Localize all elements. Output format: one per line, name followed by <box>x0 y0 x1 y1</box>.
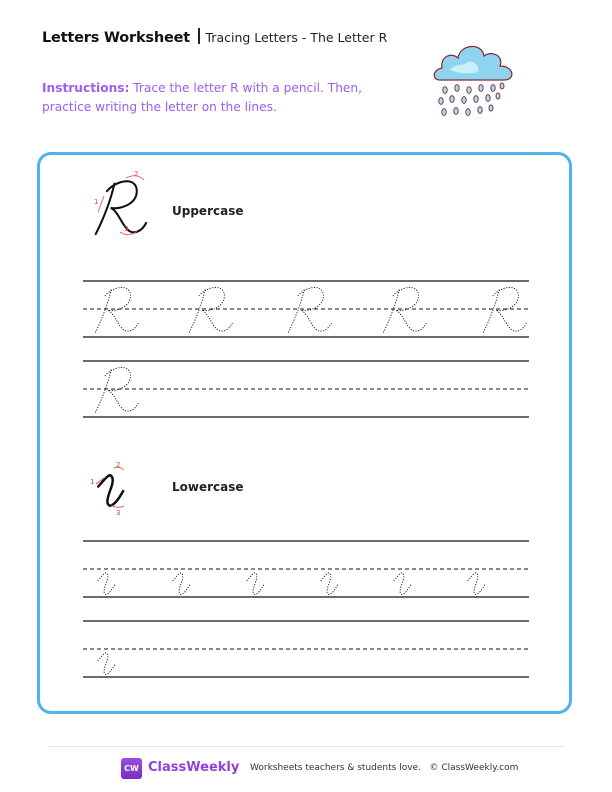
trace-uppercase-r[interactable] <box>483 287 526 332</box>
stroke-number-2: 2 <box>134 170 139 178</box>
worksheet-subtitle: Tracing Letters - The Letter R <box>205 30 388 45</box>
worksheet-title: Letters Worksheet <box>42 30 190 46</box>
trace-uppercase-r[interactable] <box>383 287 426 332</box>
trace-lowercase-r[interactable] <box>468 573 486 595</box>
trace-uppercase-r[interactable] <box>95 367 138 412</box>
lc-stroke-number-1: 1 <box>90 478 95 486</box>
trace-uppercase-r[interactable] <box>95 287 138 332</box>
brand-name: ClassWeekly <box>148 760 240 775</box>
classweekly-logo: CW <box>121 758 142 779</box>
stroke-order-arrows <box>98 176 144 235</box>
stroke-number-3: 3 <box>124 225 129 233</box>
trace-lowercase-r[interactable] <box>247 573 265 595</box>
lc-stroke-number-2: 2 <box>116 461 121 469</box>
trace-lowercase-r[interactable] <box>98 653 116 675</box>
instructions-label: Instructions: <box>42 81 130 95</box>
trace-lowercase-r[interactable] <box>394 573 412 595</box>
lc-stroke-number-3: 3 <box>116 509 121 517</box>
footer-divider <box>48 746 564 747</box>
trace-lowercase-r[interactable] <box>98 573 116 595</box>
footer-text <box>250 763 518 773</box>
uppercase-model-letter <box>96 181 146 234</box>
copyright: © ClassWeekly.com <box>429 763 519 773</box>
trace-lowercase-r[interactable] <box>173 573 191 595</box>
stroke-number-1: 1 <box>94 198 99 206</box>
tagline: Worksheets teachers & students love. <box>250 763 421 773</box>
trace-uppercase-r[interactable] <box>189 287 232 332</box>
instructions-text: Trace the letter R with a pencil. Then, practice writing the letter on the lines. <box>42 81 363 114</box>
lowercase-label: Lowercase <box>172 480 244 494</box>
trace-lowercase-r[interactable] <box>321 573 339 595</box>
trace-uppercase-r[interactable] <box>288 287 331 332</box>
uppercase-label: Uppercase <box>172 204 244 218</box>
